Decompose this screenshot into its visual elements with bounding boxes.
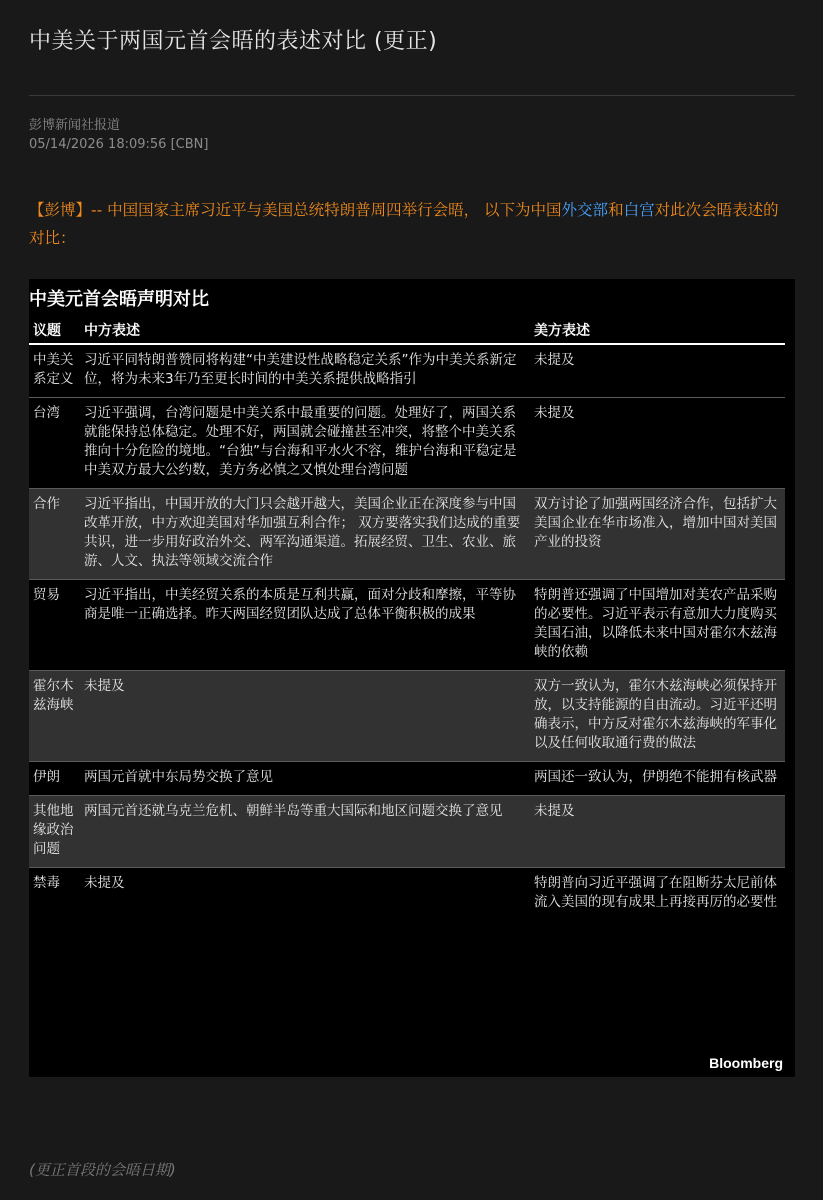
china-cell: 习近平指出，中国开放的大门只会越开越大，美国企业正在深度参与中国改革开放，中方欢迎美国对华加强互利合作； 双方要落实我们达成的重要共识，进一步用好政治外交、两军沟通渠道。拓展经贸、卫生、农业、旅游、人文、执法等领域交流合作 bbox=[80, 489, 530, 580]
table-row bbox=[29, 489, 785, 580]
us-cell: 双方一致认为，霍尔木兹海峡必须保持开放，以支持能源的自由流动。习近平还明确表示，中方反对霍尔木兹海峡的军事化以及任何收取通行费的做法 bbox=[530, 671, 785, 762]
topic-cell: 台湾 bbox=[29, 398, 80, 489]
topic-cell: 禁毒 bbox=[29, 868, 80, 921]
topic-cell: 中美关系定义 bbox=[29, 344, 80, 398]
divider bbox=[29, 95, 795, 96]
header-topic: 议题 bbox=[29, 319, 80, 344]
correction-note: (更正首段的会晤日期) bbox=[29, 1161, 176, 1179]
table-row bbox=[29, 671, 785, 762]
source-label: 彭博新闻社报道 bbox=[29, 118, 121, 133]
table-header-row bbox=[29, 319, 785, 344]
china-cell: 未提及 bbox=[80, 868, 530, 921]
us-cell: 未提及 bbox=[530, 344, 785, 398]
article-meta bbox=[29, 116, 208, 154]
table-row bbox=[29, 796, 785, 868]
us-cell: 未提及 bbox=[530, 796, 785, 868]
table-row bbox=[29, 580, 785, 671]
us-cell: 未提及 bbox=[530, 398, 785, 489]
table-row bbox=[29, 762, 785, 796]
china-cell: 习近平同特朗普赞同将构建“中美建设性战略稳定关系”作为中美关系新定位，将为未来3年乃至更长时间的中美关系提供战略指引 bbox=[80, 344, 530, 398]
header-us: 美方表述 bbox=[530, 319, 785, 344]
us-cell: 特朗普还强调了中国增加对美农产品采购的必要性。习近平表示有意加大力度购买美国石油，以降低未来中国对霍尔木兹海峡的依赖 bbox=[530, 580, 785, 671]
page-title: 中美关于两国元首会晤的表述对比 (更正) bbox=[29, 29, 438, 54]
white-house-link[interactable]: 白宫 bbox=[623, 201, 655, 219]
figure-title: 中美元首会晤声明对比 bbox=[29, 289, 209, 310]
table-row bbox=[29, 398, 785, 489]
bloomberg-logo: Bloomberg bbox=[709, 1055, 783, 1071]
topic-cell: 霍尔木兹海峡 bbox=[29, 671, 80, 762]
topic-cell: 伊朗 bbox=[29, 762, 80, 796]
us-cell: 两国还一致认为，伊朗绝不能拥有核武器 bbox=[530, 762, 785, 796]
lead-text-1: 【彭博】-- 中国国家主席习近平与美国总统特朗普周四举行会晤， 以下为中国 bbox=[29, 201, 562, 219]
header-china: 中方表述 bbox=[80, 319, 530, 344]
china-cell: 两国元首就中东局势交换了意见 bbox=[80, 762, 530, 796]
lead-text-2: 和 bbox=[608, 201, 624, 219]
timestamp: 05/14/2026 18:09:56 [CBN] bbox=[29, 137, 209, 152]
china-cell: 习近平强调，台湾问题是中美关系中最重要的问题。处理好了，两国关系就能保持总体稳定。处理不好，两国就会碰撞甚至冲突，将整个中美关系推向十分危险的境地。“台独”与台海和平水火不容，维护台海和平稳定是中美双方最大公约数，美方务必慎之又慎处理台湾问题 bbox=[80, 398, 530, 489]
table-row bbox=[29, 868, 785, 921]
topic-cell: 合作 bbox=[29, 489, 80, 580]
topic-cell: 贸易 bbox=[29, 580, 80, 671]
us-cell: 特朗普向习近平强调了在阻断芬太尼前体流入美国的现有成果上再接再厉的必要性 bbox=[530, 868, 785, 921]
china-cell: 两国元首还就乌克兰危机、朝鲜半岛等重大国际和地区问题交换了意见 bbox=[80, 796, 530, 868]
china-cell: 习近平指出，中美经贸关系的本质是互利共赢，面对分歧和摩擦，平等协商是唯一正确选择。昨天两国经贸团队达成了总体平衡积极的成果 bbox=[80, 580, 530, 671]
lead-paragraph bbox=[29, 196, 791, 252]
topic-cell: 其他地缘政治问题 bbox=[29, 796, 80, 868]
lead-text-3: 对此次会晤表述的对比： bbox=[29, 201, 779, 247]
table-row bbox=[29, 344, 785, 398]
us-cell: 双方讨论了加强两国经济合作，包括扩大美国企业在华市场准入，增加中国对美国产业的投资 bbox=[530, 489, 785, 580]
comparison-figure bbox=[29, 279, 795, 1077]
comparison-table bbox=[29, 319, 785, 920]
china-cell: 未提及 bbox=[80, 671, 530, 762]
mfa-link[interactable]: 外交部 bbox=[561, 201, 609, 219]
